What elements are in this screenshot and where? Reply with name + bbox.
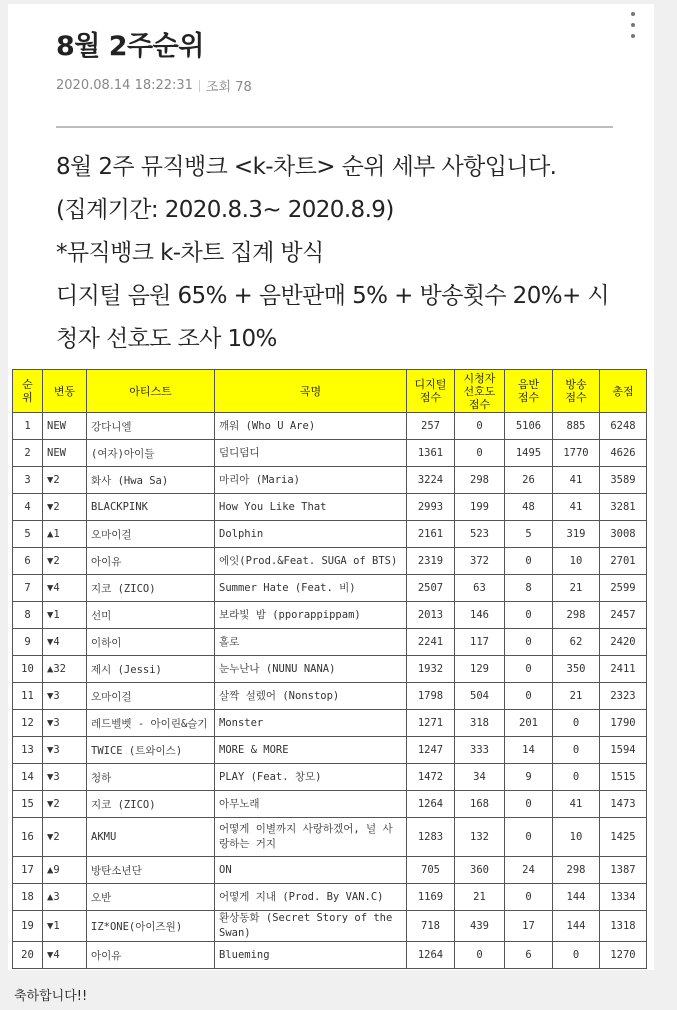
- header-digital: 디지털 점수: [407, 370, 455, 413]
- change-cell: ▼3: [43, 710, 87, 737]
- song-cell: PLAY (Feat. 창모): [215, 764, 407, 791]
- artist-cell: 강다니엘: [87, 413, 215, 440]
- header-song: 곡명: [215, 370, 407, 413]
- table-header-row: [13, 370, 647, 413]
- total-score-cell: 2411: [600, 656, 647, 683]
- song-cell: How You Like That: [215, 494, 407, 521]
- viewer-score-cell: 523: [455, 521, 505, 548]
- change-cell: ▲3: [43, 884, 87, 911]
- meta-separator: [199, 80, 200, 92]
- header-album: 음반 점수: [505, 370, 553, 413]
- song-cell: 어떻게 지내 (Prod. By VAN.C): [215, 884, 407, 911]
- rank-cell: 6: [13, 548, 43, 575]
- artist-cell: 아이유: [87, 548, 215, 575]
- broadcast-score-cell: 10: [553, 818, 600, 857]
- album-score-cell: 17: [505, 911, 553, 942]
- digital-score-cell: 1283: [407, 818, 455, 857]
- change-cell: ▼3: [43, 683, 87, 710]
- table-row: [13, 737, 647, 764]
- song-cell: Dolphin: [215, 521, 407, 548]
- rank-cell: 14: [13, 764, 43, 791]
- artist-cell: IZ*ONE(아이즈원): [87, 911, 215, 942]
- viewer-score-cell: 0: [455, 413, 505, 440]
- broadcast-score-cell: 144: [553, 911, 600, 942]
- album-score-cell: 0: [505, 548, 553, 575]
- song-cell: 살짝 설렜어 (Nonstop): [215, 683, 407, 710]
- table-row: [13, 629, 647, 656]
- song-cell: MORE & MORE: [215, 737, 407, 764]
- viewer-score-cell: 199: [455, 494, 505, 521]
- viewer-score-cell: 439: [455, 911, 505, 942]
- body-line: 8월 2주 뮤직뱅크 <k-차트> 순위 세부 사항입니다.: [56, 154, 557, 180]
- total-score-cell: 2701: [600, 548, 647, 575]
- broadcast-score-cell: 21: [553, 683, 600, 710]
- broadcast-score-cell: 21: [553, 575, 600, 602]
- viewer-score-cell: 132: [455, 818, 505, 857]
- artist-cell: AKMU: [87, 818, 215, 857]
- album-score-cell: 0: [505, 884, 553, 911]
- album-score-cell: 8: [505, 575, 553, 602]
- change-cell: ▲1: [43, 521, 87, 548]
- table-row: [13, 440, 647, 467]
- header-artist: 아티스트: [87, 370, 215, 413]
- table-row: [13, 764, 647, 791]
- header-rank: 순 위: [13, 370, 43, 413]
- table-body: [13, 413, 647, 969]
- change-cell: ▼2: [43, 494, 87, 521]
- rank-cell: 20: [13, 942, 43, 969]
- rank-cell: 15: [13, 791, 43, 818]
- header-total: 총점: [600, 370, 647, 413]
- post-footer-text: 축하합니다!!: [14, 989, 88, 1004]
- album-score-cell: 0: [505, 683, 553, 710]
- table-row: [13, 575, 647, 602]
- broadcast-score-cell: 1770: [553, 440, 600, 467]
- viewer-score-cell: 129: [455, 656, 505, 683]
- rank-cell: 7: [13, 575, 43, 602]
- total-score-cell: 3589: [600, 467, 647, 494]
- rank-cell: 16: [13, 818, 43, 857]
- broadcast-score-cell: 0: [553, 737, 600, 764]
- digital-score-cell: 3224: [407, 467, 455, 494]
- body-line: (집계기간: 2020.8.3~ 2020.8.9): [56, 197, 394, 223]
- rank-cell: 1: [13, 413, 43, 440]
- artist-cell: 이하이: [87, 629, 215, 656]
- viewer-score-cell: 298: [455, 467, 505, 494]
- album-score-cell: 48: [505, 494, 553, 521]
- digital-score-cell: 1169: [407, 884, 455, 911]
- total-score-cell: 2420: [600, 629, 647, 656]
- song-cell: 아무노래: [215, 791, 407, 818]
- rank-cell: 4: [13, 494, 43, 521]
- album-score-cell: 9: [505, 764, 553, 791]
- digital-score-cell: 1247: [407, 737, 455, 764]
- song-cell: 깨워 (Who U Are): [215, 413, 407, 440]
- album-score-cell: 0: [505, 656, 553, 683]
- rank-cell: 13: [13, 737, 43, 764]
- total-score-cell: 1387: [600, 857, 647, 884]
- table-row: [13, 602, 647, 629]
- rank-cell: 2: [13, 440, 43, 467]
- digital-score-cell: 1271: [407, 710, 455, 737]
- viewer-score-cell: 333: [455, 737, 505, 764]
- change-cell: NEW: [43, 413, 87, 440]
- viewer-score-cell: 372: [455, 548, 505, 575]
- song-cell: ON: [215, 857, 407, 884]
- broadcast-score-cell: 144: [553, 884, 600, 911]
- song-cell: Summer Hate (Feat. 비): [215, 575, 407, 602]
- broadcast-score-cell: 62: [553, 629, 600, 656]
- digital-score-cell: 1264: [407, 791, 455, 818]
- broadcast-score-cell: 298: [553, 857, 600, 884]
- viewer-score-cell: 168: [455, 791, 505, 818]
- rank-cell: 5: [13, 521, 43, 548]
- table-row: [13, 857, 647, 884]
- digital-score-cell: 705: [407, 857, 455, 884]
- artist-cell: BLACKPINK: [87, 494, 215, 521]
- total-score-cell: 1473: [600, 791, 647, 818]
- change-cell: ▼1: [43, 602, 87, 629]
- header-viewer: 시청자 선호도 점수: [455, 370, 505, 413]
- digital-score-cell: 1472: [407, 764, 455, 791]
- body-line: 청자 선호도 조사 10%: [56, 326, 277, 352]
- broadcast-score-cell: 41: [553, 467, 600, 494]
- broadcast-score-cell: 0: [553, 710, 600, 737]
- more-vertical-icon[interactable]: [628, 12, 638, 38]
- digital-score-cell: 2161: [407, 521, 455, 548]
- artist-cell: 레드벨벳 - 아이린&슬기: [87, 710, 215, 737]
- table-row: [13, 656, 647, 683]
- change-cell: NEW: [43, 440, 87, 467]
- viewer-score-cell: 0: [455, 942, 505, 969]
- album-score-cell: 24: [505, 857, 553, 884]
- song-cell: 마리아 (Maria): [215, 467, 407, 494]
- song-cell: Blueming: [215, 942, 407, 969]
- broadcast-score-cell: 41: [553, 494, 600, 521]
- post-body: [56, 146, 626, 361]
- broadcast-score-cell: 0: [553, 942, 600, 969]
- album-score-cell: 5106: [505, 413, 553, 440]
- album-score-cell: 0: [505, 791, 553, 818]
- table-row: [13, 791, 647, 818]
- song-cell: Monster: [215, 710, 407, 737]
- viewer-score-cell: 63: [455, 575, 505, 602]
- total-score-cell: 2323: [600, 683, 647, 710]
- artist-cell: 지코 (ZICO): [87, 575, 215, 602]
- viewer-score-cell: 146: [455, 602, 505, 629]
- rank-cell: 9: [13, 629, 43, 656]
- viewer-score-cell: 318: [455, 710, 505, 737]
- total-score-cell: 1594: [600, 737, 647, 764]
- artist-cell: TWICE (트와이스): [87, 737, 215, 764]
- total-score-cell: 6248: [600, 413, 647, 440]
- table-row: [13, 884, 647, 911]
- song-cell: 홀로: [215, 629, 407, 656]
- body-line: 디지털 음원 65% + 음반판매 5% + 방송횟수 20%+ 시: [56, 283, 609, 309]
- rank-cell: 19: [13, 911, 43, 942]
- artist-cell: 방탄소년단: [87, 857, 215, 884]
- table-row: [13, 818, 647, 857]
- table-row: [13, 683, 647, 710]
- header-change: 변동: [43, 370, 87, 413]
- song-cell: 에잇(Prod.&Feat. SUGA of BTS): [215, 548, 407, 575]
- table-row: [13, 467, 647, 494]
- digital-score-cell: 1264: [407, 942, 455, 969]
- digital-score-cell: 2319: [407, 548, 455, 575]
- broadcast-score-cell: 350: [553, 656, 600, 683]
- viewer-score-cell: 360: [455, 857, 505, 884]
- total-score-cell: 1790: [600, 710, 647, 737]
- digital-score-cell: 257: [407, 413, 455, 440]
- viewer-score-cell: 117: [455, 629, 505, 656]
- album-score-cell: 201: [505, 710, 553, 737]
- total-score-cell: 3281: [600, 494, 647, 521]
- song-cell: 덤디덤디: [215, 440, 407, 467]
- post-title: 8월 2주순위: [56, 31, 204, 62]
- album-score-cell: 14: [505, 737, 553, 764]
- change-cell: ▼4: [43, 629, 87, 656]
- change-cell: ▲9: [43, 857, 87, 884]
- change-cell: ▲32: [43, 656, 87, 683]
- table-row: [13, 710, 647, 737]
- change-cell: ▼3: [43, 764, 87, 791]
- digital-score-cell: 2013: [407, 602, 455, 629]
- digital-score-cell: 2507: [407, 575, 455, 602]
- change-cell: ▼2: [43, 548, 87, 575]
- album-score-cell: 26: [505, 467, 553, 494]
- digital-score-cell: 1798: [407, 683, 455, 710]
- change-cell: ▼2: [43, 818, 87, 857]
- table-row: [13, 494, 647, 521]
- digital-score-cell: 1932: [407, 656, 455, 683]
- table-row: [13, 413, 647, 440]
- broadcast-score-cell: 41: [553, 791, 600, 818]
- broadcast-score-cell: 10: [553, 548, 600, 575]
- change-cell: ▼2: [43, 467, 87, 494]
- viewer-score-cell: 0: [455, 440, 505, 467]
- album-score-cell: 0: [505, 818, 553, 857]
- artist-cell: 선미: [87, 602, 215, 629]
- total-score-cell: 1334: [600, 884, 647, 911]
- broadcast-score-cell: 885: [553, 413, 600, 440]
- change-cell: ▼4: [43, 942, 87, 969]
- album-score-cell: 0: [505, 602, 553, 629]
- broadcast-score-cell: 0: [553, 764, 600, 791]
- digital-score-cell: 2993: [407, 494, 455, 521]
- broadcast-score-cell: 298: [553, 602, 600, 629]
- title-divider: [56, 126, 613, 128]
- song-cell: 환상동화 (Secret Story of the Swan): [215, 911, 407, 942]
- change-cell: ▼4: [43, 575, 87, 602]
- post-views: 조회 78: [205, 80, 252, 95]
- artist-cell: 오반: [87, 884, 215, 911]
- rank-cell: 18: [13, 884, 43, 911]
- change-cell: ▼1: [43, 911, 87, 942]
- rank-cell: 3: [13, 467, 43, 494]
- total-score-cell: 1270: [600, 942, 647, 969]
- artist-cell: 제시 (Jessi): [87, 656, 215, 683]
- table-row: [13, 942, 647, 969]
- album-score-cell: 5: [505, 521, 553, 548]
- total-score-cell: 2599: [600, 575, 647, 602]
- song-cell: 보라빛 밤 (pporappippam): [215, 602, 407, 629]
- table-row: [13, 548, 647, 575]
- header-broadcast: 방송 점수: [553, 370, 600, 413]
- song-cell: 어떻게 이별까지 사랑하겠어, 널 사랑하는 거지: [215, 818, 407, 857]
- total-score-cell: 3008: [600, 521, 647, 548]
- digital-score-cell: 1361: [407, 440, 455, 467]
- album-score-cell: 6: [505, 942, 553, 969]
- rank-cell: 12: [13, 710, 43, 737]
- body-line: *뮤직뱅크 k-차트 집계 방식: [56, 240, 324, 266]
- rank-cell: 8: [13, 602, 43, 629]
- broadcast-score-cell: 319: [553, 521, 600, 548]
- post-meta: [56, 76, 252, 95]
- song-cell: 눈누난나 (NUNU NANA): [215, 656, 407, 683]
- change-cell: ▼2: [43, 791, 87, 818]
- artist-cell: 화사 (Hwa Sa): [87, 467, 215, 494]
- viewer-score-cell: 21: [455, 884, 505, 911]
- artist-cell: 지코 (ZICO): [87, 791, 215, 818]
- k-chart-table: [12, 369, 647, 969]
- total-score-cell: 1515: [600, 764, 647, 791]
- artist-cell: 청하: [87, 764, 215, 791]
- artist-cell: (여자)아이들: [87, 440, 215, 467]
- album-score-cell: 1495: [505, 440, 553, 467]
- total-score-cell: 2457: [600, 602, 647, 629]
- artist-cell: 오마이걸: [87, 683, 215, 710]
- digital-score-cell: 718: [407, 911, 455, 942]
- artist-cell: 오마이걸: [87, 521, 215, 548]
- post-date: 2020.08.14 18:22:31: [56, 78, 193, 93]
- table-row: [13, 521, 647, 548]
- total-score-cell: 4626: [600, 440, 647, 467]
- table-row: [13, 911, 647, 942]
- viewer-score-cell: 34: [455, 764, 505, 791]
- album-score-cell: 0: [505, 629, 553, 656]
- change-cell: ▼3: [43, 737, 87, 764]
- total-score-cell: 1318: [600, 911, 647, 942]
- rank-cell: 11: [13, 683, 43, 710]
- digital-score-cell: 2241: [407, 629, 455, 656]
- rank-cell: 10: [13, 656, 43, 683]
- total-score-cell: 1425: [600, 818, 647, 857]
- rank-cell: 17: [13, 857, 43, 884]
- artist-cell: 아이유: [87, 942, 215, 969]
- viewer-score-cell: 504: [455, 683, 505, 710]
